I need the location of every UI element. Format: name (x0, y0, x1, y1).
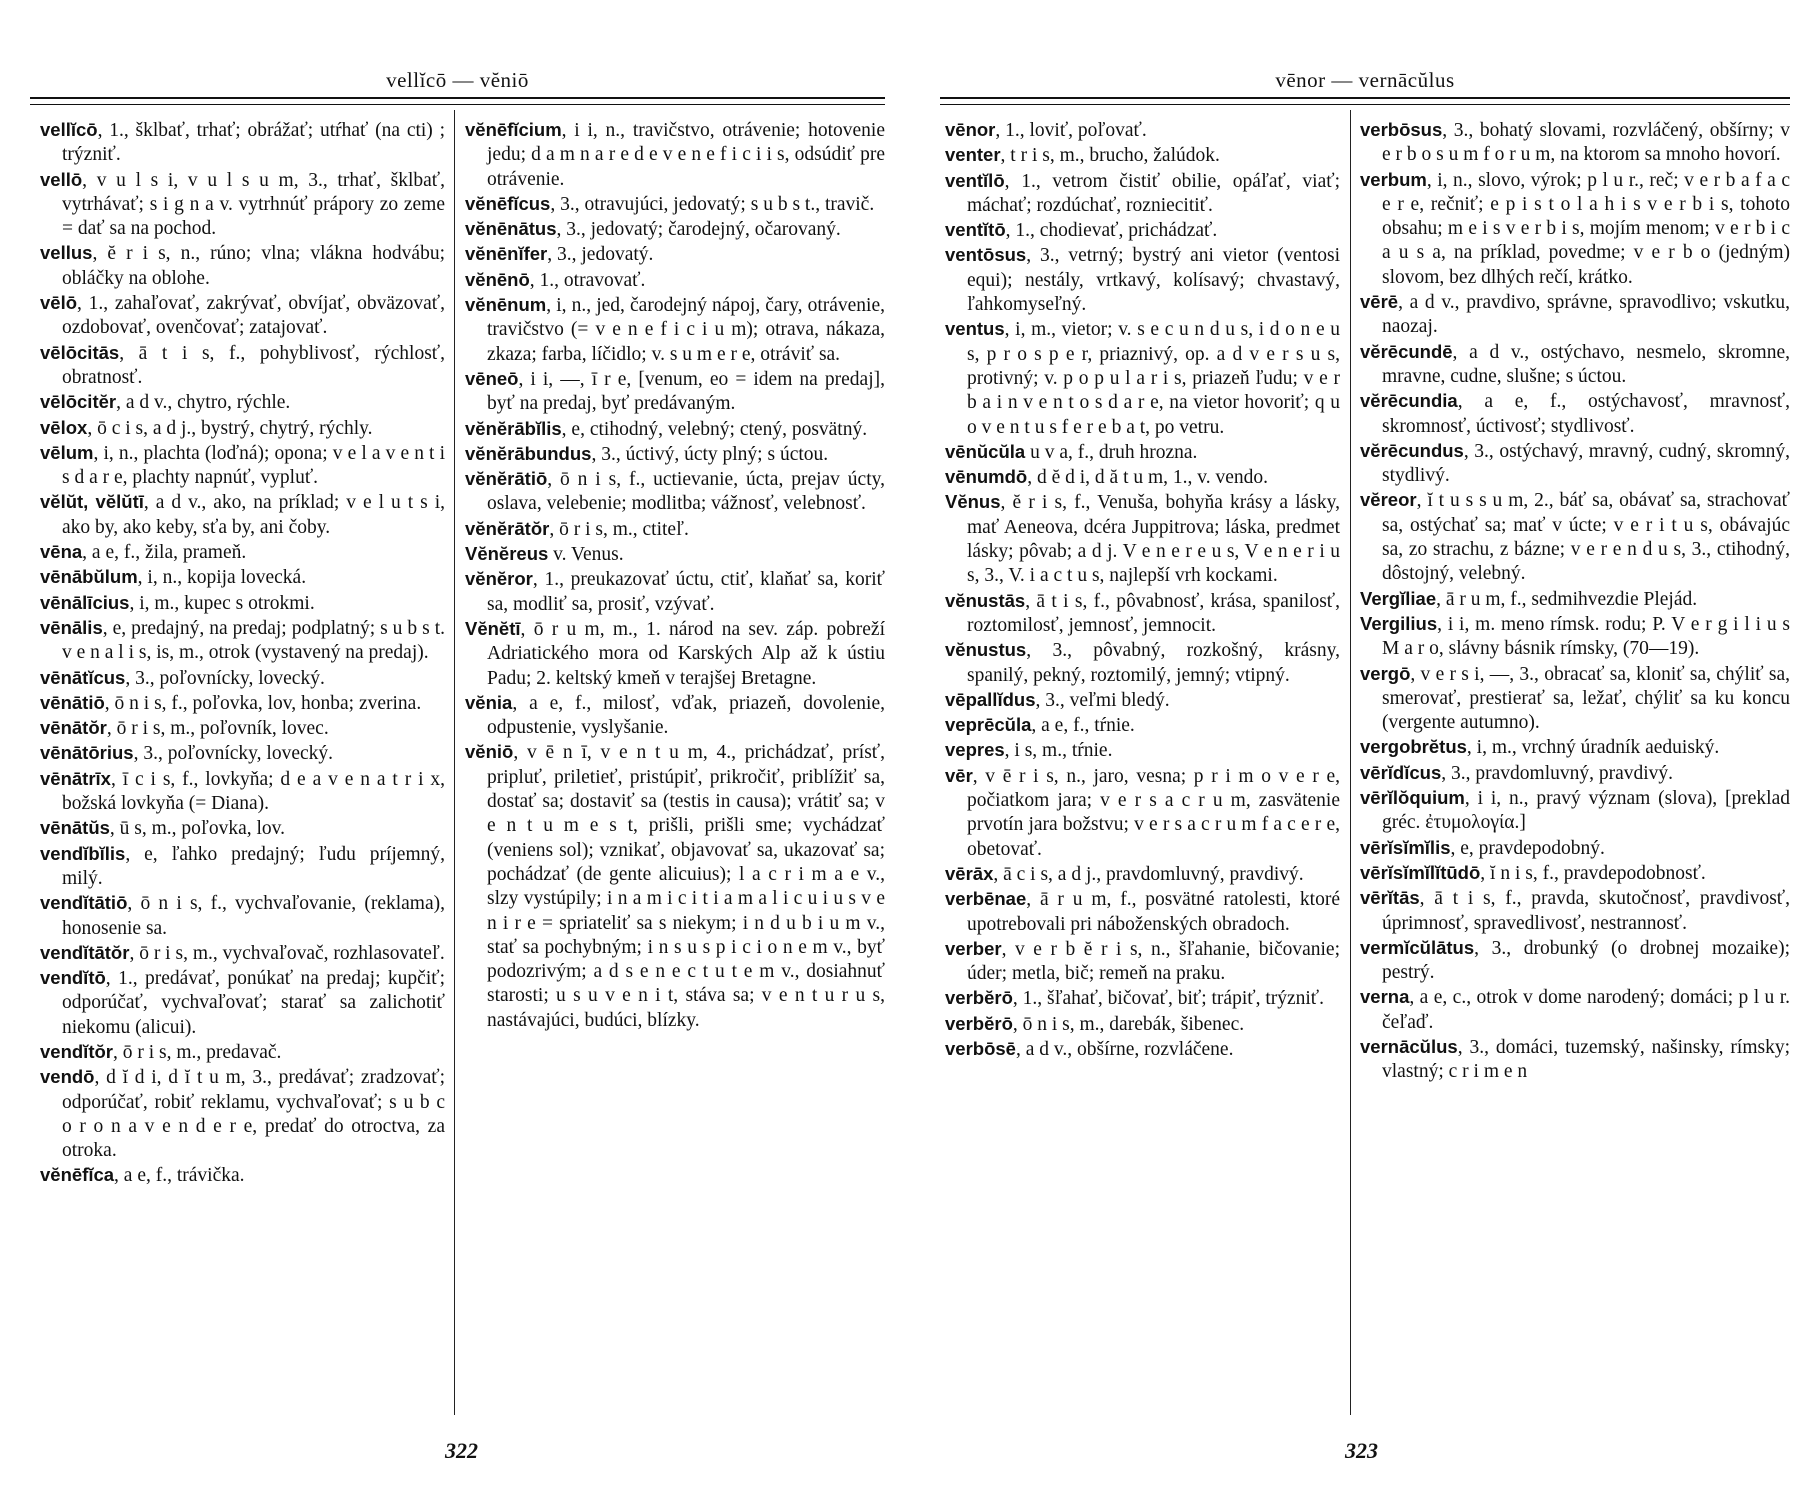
entry-headword: vēr (945, 764, 973, 786)
dictionary-entry (40, 741, 445, 766)
entry-headword: vĕnĕrātiō (465, 468, 548, 490)
entry-headword: vendĭtātiō (40, 892, 128, 914)
page-number: 322 (445, 1438, 478, 1463)
entry-definition: , ō r i s, m., vychvaľovač, rozhlasovateľ. (129, 942, 445, 964)
entry-headword: vēnātŭs (40, 817, 110, 839)
entry-definition: , 1., šľahať, bičovať, biť; trápiť, trýzniť. (1012, 988, 1325, 1010)
dictionary-entry (1360, 389, 1790, 439)
entry-definition: , v ē n ī, v e n t u m, 4., prichádzať, prísť, pripluť, priletieť, pristúpiť, prikročiť, priblížiť sa, dostať sa; dostaviť sa (testis in causa); vrátiť sa; v e n t u m e s t, prišli, prišli sme; vychádzať (veniens sol); vznikať, objavovať sa, ukazovať sa; pochádzať (de gente alicuius); l a c r i m a e v., slzy vystúpily; i n a m i c i t i a m a l i c u i u s v e n i r e = spriateliť sa s niekym; i n d u b i u m v., stať sa pochybným; i n s u s p i c i o n e m v., byť podozrivým; a d s e n e c t u t e m v., dosiahnuť starosti; u s u v e n i t, stáva sa; v e n t u r u s, nastávajúci, budúci, blízky. (487, 742, 885, 1031)
dictionary-entry (945, 986, 1340, 1011)
entry-definition: , ĭ t u s s u m, 2., báť sa, obávať sa, strachovať sa, ostýchať sa; mať v úcte; v e r i t u s, obávajúc sa, zo strachu, z bázne; v e r e n d u s, 3., ctihodný, dôstojný, velebný. (1382, 490, 1790, 585)
entry-headword: vērāx (945, 862, 994, 884)
entry-headword: vēpallĭdus (945, 688, 1036, 710)
entry-definition: , 1., vetrom čistiť obilie, opáľať, viať; máchať; rozdúchať, rozniecitiť. (967, 170, 1340, 216)
entry-headword: vĕnēnō (465, 268, 530, 290)
dictionary-entry (1360, 936, 1790, 986)
entry-headword: ventĭtō (945, 219, 1006, 241)
entry-definition: , ā t i s, f., pravda, skutočnosť, pravdivosť, úprimnosť, spravedlivosť, nestrannosť. (1382, 888, 1790, 934)
entry-headword: vĕnĕrābĭlis (465, 417, 562, 439)
entry-headword: vĕnēnĭfer (465, 243, 548, 265)
entry-definition: , 1., zahaľovať, zakrývať, obvíjať, obväzovať, ozdobovať, ovenčovať; zatajovať. (62, 293, 445, 339)
column-2 (465, 118, 885, 1413)
dictionary-entry (1360, 587, 1790, 612)
dictionary-entry (945, 440, 1340, 465)
entry-definition: , i i, —, ī r e, [venum, eo = idem na predaj], byť na predaj, byť predávaným. (487, 368, 885, 415)
dictionary-entry (945, 143, 1340, 168)
entry-headword: vĕnēfĭcium (465, 119, 562, 140)
dictionary-entry (465, 740, 885, 1033)
entry-definition: , a e, f., ostýchavosť, mravnosť, skromnosť, úctivosť; stydlivosť. (1382, 391, 1790, 437)
dictionary-entry (40, 118, 445, 168)
entry-definition: , 3., bohatý slovami, rozvláčený, obšírny; v e r b o s u m f o r u m, na ktorom sa mnoho hovorí. (1382, 120, 1790, 166)
entry-headword: vergobrĕtus (1360, 736, 1467, 758)
entry-definition: , ō r i s, m., predavač. (112, 1041, 282, 1063)
entry-definition: , e, ľahko predajný; ľudu príjemný, milý. (62, 843, 445, 889)
entry-headword: vēnālīcius (40, 591, 130, 613)
dictionary-entry (40, 565, 445, 590)
entry-definition: , i, n., jed, čarodejný nápoj, čary, otrávenie, travičstvo (= v e n e f i c i u m); otrava, nákaza, zkaza; farba, líčidlo; v. s u m e r e, otráviť sa. (487, 295, 885, 365)
entry-headword: vēnor (945, 119, 996, 140)
entry-definition: , 3., ostýchavý, mravný, cudný, skromný, stydlivý. (1382, 440, 1790, 487)
entry-definition: , v u l s i, v u l s u m, 3., trhať, šklbať, vytrhávať; s i g n a v. vytrhnúť prápory zo zeme = dať sa na pochod. (62, 169, 445, 240)
running-head: vellĭcō — vĕniō (386, 68, 529, 92)
entry-headword: vĕnĕrābundus (465, 442, 592, 464)
entry-definition: , 1., predávať, ponúkať na predaj; kupčiť; odporúčať, vychvaľovať; starať sa zalichotiť niekomu (alicui). (62, 968, 445, 1038)
entry-definition: , v ē r i s, n., jaro, vesna; p r i m o v e r e, počiatkom jara; v e r s a c r u m, zasvätenie prvotín jara božstvu; v e r s a c r u m f a c e r e, obetovať. (967, 765, 1340, 860)
entry-definition: , a e, f., trávička. (114, 1165, 245, 1187)
dictionary-entry (1360, 985, 1790, 1035)
entry-definition: , e, pravdepodobný. (1450, 837, 1605, 859)
entry-headword: vendĭtŏr (40, 1040, 113, 1062)
entry-definition: , 3., poľovnícky, lovecký. (125, 667, 325, 689)
column-divider (454, 110, 455, 1415)
entry-headword: vēneō (465, 367, 519, 389)
entry-definition: , d ĭ d i, d ĭ t u m, 3., predávať; zradzovať; odporúčať, robiť reklamu, vychvaľovať; s u b c o r o n a v e n d e r e, predať do otroctva, za otroka. (62, 1067, 445, 1162)
entry-headword: vĕnustās (945, 589, 1026, 611)
dictionary-entry (40, 716, 445, 741)
entry-headword: vēnātŏr (40, 717, 107, 739)
dictionary-entry (1360, 168, 1790, 290)
dictionary-entry (945, 1012, 1340, 1037)
column-1 (40, 118, 445, 1413)
dictionary-entry (40, 291, 445, 341)
dictionary-entry (945, 887, 1340, 937)
dictionary-entry (1360, 488, 1790, 586)
entry-headword: verber (945, 937, 1002, 959)
entry-headword: vĕnēnum (465, 294, 547, 316)
entry-headword: verbum (1360, 168, 1427, 190)
entry-headword: vellō (40, 168, 83, 190)
entry-headword: vērē (1360, 291, 1399, 313)
entry-definition: , 3., pôvabný, rozkošný, krásny, spanilý, pekný, roztomilý, jemný; vtipný. (967, 640, 1340, 686)
entry-definition: , ĕ r i s, n., rúno; vlna; vlákna hodvábu; obláčky na oblohe. (62, 243, 445, 289)
dictionary-entry (40, 416, 445, 441)
entry-definition: , i, m., vrchný úradník aeduiský. (1466, 737, 1720, 759)
header-rule (940, 97, 1790, 99)
header-rule-thin (940, 104, 1790, 105)
dictionary-entry (1360, 1035, 1790, 1085)
entry-definition: , 3., poľovnícky, lovecký. (133, 743, 334, 765)
entry-definition: , a e, f., milosť, vďak, priazeň, dovolenie, odpustenie, vyslyšanie. (487, 692, 885, 739)
entry-definition: , 3., otravujúci, jedovatý; s u b s t., travič. (550, 193, 875, 215)
entry-definition: , 1., šklbať, trhať; obrážať; utŕhať (na cti) ; trýzniť. (62, 120, 445, 166)
entry-headword: vĕlŭt, vĕlŭtī (40, 491, 144, 513)
dictionary-entry (945, 169, 1340, 219)
entry-headword: vēlum (40, 441, 94, 463)
entry-headword: ventus (945, 318, 1005, 340)
header-rule (30, 97, 885, 99)
entry-headword: verbēnae (945, 888, 1027, 910)
entry-headword: vĕrēcundia (1360, 390, 1458, 412)
entry-definition: , ō n i s, m., darebák, šibenec. (1012, 1013, 1245, 1035)
entry-headword: vēlō (40, 292, 78, 314)
entry-headword: vēnātĭcus (40, 666, 126, 688)
dictionary-entry (945, 317, 1340, 439)
left-page (30, 0, 885, 1500)
entry-headword: vepres (945, 739, 1005, 761)
dictionary-entry (40, 891, 445, 941)
dictionary-entry (945, 490, 1340, 588)
dictionary-entry (40, 441, 445, 491)
entry-headword: vellĭcō (40, 119, 98, 140)
entry-definition: , ū s, m., poľovka, lov. (109, 818, 286, 840)
dictionary-entry (465, 118, 885, 192)
dictionary-entry (1360, 662, 1790, 736)
dictionary-entry (465, 691, 885, 741)
entry-definition: , i i, m. meno rímsk. rodu; P. V e r g i l i u s M a r o, slávny básnik rímsky, (70—19). (1382, 613, 1790, 660)
entry-definition: , ā r u m, f., sedmihvezdie Plejád. (1436, 588, 1698, 610)
entry-headword: vendĭtātŏr (40, 941, 130, 963)
entry-definition: , ā c i s, a d j., pravdomluvný, pravdivý. (993, 863, 1304, 885)
dictionary-entry (465, 567, 885, 617)
entry-headword: vĕnēnātus (465, 218, 557, 240)
entry-definition: , t r i s, m., brucho, žalúdok. (1000, 145, 1220, 167)
dictionary-entry (945, 1037, 1340, 1062)
dictionary-entry (1360, 340, 1790, 390)
entry-headword: vendĭbĭlis (40, 842, 126, 864)
entry-headword: verbĕrō (945, 1012, 1013, 1034)
dictionary-entry (465, 268, 885, 293)
entry-headword: vēnātrīx (40, 767, 111, 789)
dictionary-entry (40, 241, 445, 291)
dictionary-entry (945, 589, 1340, 639)
entry-headword: vēlōcitĕr (40, 391, 117, 413)
entry-headword: vērĭlŏquium (1360, 787, 1465, 809)
entry-definition: , 3., veľmi bledý. (1035, 689, 1170, 711)
entry-headword: vēlox (40, 416, 88, 438)
entry-headword: vendĭtō (40, 967, 106, 989)
entry-headword: ventĭlō (945, 169, 1005, 191)
entry-headword: vēnātiō (40, 691, 105, 713)
header-rule-thin (30, 104, 885, 105)
dictionary-entry (465, 617, 885, 691)
entry-headword: vĕnustus (945, 639, 1027, 661)
entry-definition: , ā t i s, f., pohyblivosť, rýchlosť, obratnosť. (62, 342, 445, 388)
entry-definition: , i, n., slovo, výrok; p l u r., reč; v e r b a f a c e r e, rečniť; e p i s t o l a h i s v e r b i s, tohoto obsahu; m e i s v e r b i s, mojím menom; v e r b i c a u s a, na príklad, povedme; v e r b o (jedným) slovom, bez dlhých rečí, krátko. (1382, 169, 1790, 288)
entry-definition: , e, ctihodný, velebný; ctený, posvätný. (561, 418, 868, 440)
entry-definition: , a d v., ako, na príklad; v e l u t s i, ako by, ako keby, sťa by, ani čoby. (62, 492, 445, 538)
dictionary-entry (40, 390, 445, 415)
right-page (940, 0, 1790, 1500)
column-divider (1350, 110, 1351, 1415)
entry-headword: Vergĭliae (1360, 587, 1437, 609)
dictionary-entry (1360, 290, 1790, 340)
entry-headword: ventōsus (945, 244, 1027, 266)
dictionary-entry (40, 966, 445, 1040)
entry-definition: , i, m., vietor; v. s e c u n d u s, i d o n e u s, p r o s p e r, priaznivý, op. a d v e r s u s, protivný; v. p o p u l a r i s, priazeň ľudu; v e r b a i n v e n t o s d a r e, na vietor hovoriť; q u o v e n t u s f e r e b a t, po vetru. (967, 319, 1340, 438)
entry-definition: , ī c i s, f., lovkyňa; d e a v e n a t r i x, božská lovkyňa (= Diana). (62, 768, 445, 815)
dictionary-entry (945, 764, 1340, 862)
dictionary-entry (40, 842, 445, 892)
dictionary-entry (1360, 761, 1790, 786)
entry-definition: , 1., loviť, poľovať. (995, 120, 1147, 141)
dictionary-entry (945, 713, 1340, 738)
entry-definition: , 3., pravdomluvný, pravdivý. (1441, 762, 1674, 784)
entry-definition: , ō r i s, m., poľovník, lovec. (106, 718, 329, 740)
entry-definition: , ō r u m, m., 1. národ na sev. záp. pobreží Adriatického mora od Karských Alp až k ústiu Padu; 2. keltský kmeň v terajšej Bretagne. (487, 618, 885, 689)
dictionary-entry (465, 542, 885, 567)
dictionary-entry (945, 738, 1340, 763)
entry-definition: , a d v., pravdivo, správne, spravodlivo; vskutku, naozaj. (1382, 292, 1790, 338)
entry-headword: verbōsē (945, 1037, 1016, 1059)
entry-definition: , 1., chodievať, prichádzať. (1005, 220, 1218, 242)
entry-headword: verbĕrō (945, 987, 1013, 1009)
dictionary-entry (945, 638, 1340, 688)
dictionary-entry (945, 937, 1340, 987)
dictionary-entry (465, 217, 885, 242)
dictionary-entry (465, 417, 885, 442)
entry-definition: , ĕ r i s, f., Venuša, bohyňa krásy a lásky, mať Aeneova, dcéra Juppitrova; láska, predmet lásky; pôvab; a d j. V e n e r e u s, V e n e r i u s, 3., V. i a c t u s, najlepší vrh kockami. (967, 492, 1340, 587)
entry-headword: vēna (40, 541, 83, 563)
dictionary-entry (40, 1065, 445, 1163)
entry-headword: verbōsus (1360, 119, 1443, 140)
dictionary-entry (40, 1040, 445, 1065)
entry-headword: vĕreor (1360, 489, 1417, 511)
dictionary-entry (40, 168, 445, 242)
dictionary-entry (1360, 612, 1790, 662)
entry-definition: , a d v., obšírne, rozvláčene. (1015, 1038, 1234, 1060)
entry-definition: , 3., jedovatý. (547, 244, 654, 266)
dictionary-entry (1360, 886, 1790, 936)
dictionary-entry (465, 293, 885, 367)
entry-definition: , ō c i s, a d j., bystrý, chytrý, rýchly. (87, 417, 373, 439)
dictionary-entry (465, 367, 885, 417)
running-head: vēnor — vernācŭlus (1275, 68, 1455, 92)
entry-headword: vellus (40, 242, 93, 264)
entry-definition: , ā r u m, f., posvätné ratolesti, ktoré upotrebovali pri náboženských obradoch. (967, 889, 1340, 935)
entry-headword: vērĭsĭmĭlĭtūdō (1360, 861, 1481, 883)
entry-headword: vĕnĕror (465, 568, 533, 590)
dictionary-entry (40, 816, 445, 841)
entry-headword: Vĕnus (945, 491, 1001, 513)
entry-headword: vērĭtās (1360, 887, 1420, 909)
dictionary-entry (465, 517, 885, 542)
dictionary-entry (40, 341, 445, 391)
entry-definition: , a d v., ostýchavo, nesmelo, skromne, mravne, cudne, slušne; s úctou. (1382, 341, 1790, 387)
entry-definition: , a d v., chytro, rýchle. (116, 392, 291, 414)
entry-headword: vērĭdĭcus (1360, 761, 1442, 783)
entry-headword: Vergilius (1360, 612, 1438, 634)
entry-definition: , v e r s i, —, 3., obracať sa, kloniť sa, chýliť sa, smerovať, prestierať sa, ležať, chýliť sa ku koncu (vergente autumno). (1382, 663, 1790, 734)
entry-definition: , 3., úctivý, úcty plný; s úctou. (591, 443, 829, 465)
entry-definition: , i, n., plachta (loďná); opona; v e l a v e n t i s d a r e, plachty napnúť, vypluť. (62, 442, 445, 489)
entry-definition: , i i, n., pravý význam (slova), [preklad gréc. ἐτυμολογία.] (1382, 788, 1790, 834)
entry-definition: , v e r b ĕ r i s, n., šľahanie, bičovanie; úder; metla, bič; remeň na praku. (967, 938, 1340, 985)
entry-headword: vĕnĕrātŏr (465, 517, 550, 539)
entry-headword: verna (1360, 986, 1410, 1008)
column-2 (1360, 118, 1790, 1413)
dictionary-entry (1360, 861, 1790, 886)
entry-definition: u v a, f., druh hrozna. (1025, 441, 1198, 463)
entry-definition: , ō n i s, f., uctievanie, úcta, prejav úcty, oslava, velebenie; modlitba; vážnosť, velebnosť. (487, 469, 885, 515)
dictionary-entry (1360, 439, 1790, 489)
entry-definition: , e, predajný, na predaj; podplatný; s u b s t. v e n a l i s, is, m., otrok (vystavený na predaj). (62, 617, 445, 664)
entry-headword: vĕnēfĭca (40, 1164, 115, 1186)
entry-headword: vĕrēcundē (1360, 340, 1453, 362)
dictionary-entry (465, 467, 885, 517)
dictionary-entry (465, 192, 885, 217)
entry-headword: veprēcŭla (945, 714, 1032, 736)
dictionary-entry (40, 691, 445, 716)
entry-definition: , a e, f., tŕnie. (1031, 715, 1135, 737)
entry-definition: , 3., vetrný; bystrý ani vietor (ventosi equi); nestály, vrtkavý, kolísavý; chvastavý, ľahkomyseľný. (967, 245, 1340, 316)
dictionary-entry (40, 1163, 445, 1188)
dictionary-entry (40, 767, 445, 817)
dictionary-entry (465, 242, 885, 267)
dictionary-entry (40, 616, 445, 666)
dictionary-entry (40, 941, 445, 966)
entry-headword: vēnābŭlum (40, 566, 138, 588)
dictionary-entry (40, 490, 445, 540)
entry-headword: vĕnēfĭcus (465, 192, 551, 214)
dictionary-entry (1360, 836, 1790, 861)
entry-definition: , ā t i s, f., pôvabnosť, krása, spanilosť, roztomilosť, jemnosť, jemnocit. (967, 590, 1340, 636)
entry-headword: venter (945, 144, 1001, 166)
entry-headword: vĕrēcundus (1360, 439, 1464, 461)
dictionary-entry (945, 243, 1340, 317)
dictionary-entry (40, 540, 445, 565)
entry-headword: vermĭcŭlātus (1360, 936, 1475, 958)
entry-definition: , d ĕ d i, d ă t u m, 1., v. vendo. (1027, 467, 1269, 489)
page-number: 323 (1345, 1438, 1378, 1463)
dictionary-entry (40, 666, 445, 691)
entry-definition: , 3., domáci, tuzemský, našinsky, rímsky; vlastný; c r i m e n (1382, 1036, 1790, 1083)
entry-headword: Vĕnĕreus (465, 543, 549, 565)
entry-headword: vĕniō (465, 741, 514, 763)
dictionary-entry (945, 218, 1340, 243)
entry-headword: vēlōcitās (40, 341, 120, 363)
entry-definition: , 3., jedovatý; čarodejný, očarovaný. (556, 219, 841, 241)
entry-definition: , ō r i s, m., ctiteľ. (549, 518, 689, 540)
entry-headword: vĕnia (465, 691, 513, 713)
entry-definition: , ō n i s, f., poľovka, lov, honba; zverina. (104, 692, 422, 714)
dictionary-entry (1360, 735, 1790, 760)
entry-definition: , 1., otravovať. (529, 269, 646, 291)
entry-definition: , ō n i s, f., vychvaľovanie, (reklama), honosenie sa. (62, 893, 445, 939)
dictionary-entry (1360, 786, 1790, 836)
entry-definition: , a e, f., žila, prameň. (82, 542, 247, 564)
dictionary-entry (945, 118, 1340, 143)
entry-definition: , ĭ n i s, f., pravdepodobnosť. (1480, 862, 1706, 884)
dictionary-entry (1360, 118, 1790, 168)
entry-headword: vēnātōrius (40, 742, 134, 764)
column-1 (945, 118, 1340, 1413)
dictionary-entry (945, 862, 1340, 887)
entry-headword: vēnumdō (945, 466, 1028, 488)
entry-definition: , i, m., kupec s otrokmi. (129, 592, 315, 614)
entry-definition: , i s, m., tŕnie. (1004, 740, 1113, 762)
entry-headword: Vĕnĕtī (465, 617, 521, 639)
entry-definition: , 1., preukazovať úctu, ctiť, klaňať sa, koriť sa, modliť sa, prosiť, vzývať. (487, 569, 885, 615)
dictionary-entry (465, 442, 885, 467)
entry-headword: vernācŭlus (1360, 1035, 1458, 1057)
entry-definition: , a e, c., otrok v dome narodený; domáci; p l u r. čeľaď. (1382, 987, 1790, 1033)
entry-definition: , i, n., kopija lovecká. (137, 567, 307, 589)
dictionary-entry (945, 688, 1340, 713)
dictionary-entry (40, 591, 445, 616)
entry-definition: , 3., drobunký (o drobnej mozaike); pestrý. (1382, 937, 1790, 984)
entry-headword: vendō (40, 1066, 95, 1088)
entry-headword: vēnālis (40, 616, 103, 638)
entry-definition: v. Venus. (548, 544, 624, 566)
entry-headword: vērĭsĭmĭlis (1360, 836, 1451, 858)
entry-headword: vergō (1360, 662, 1411, 684)
dictionary-entry (945, 465, 1340, 490)
entry-headword: vēnŭcŭla (945, 440, 1026, 462)
entry-definition: , i i, n., travičstvo, otrávenie; hotovenie jedu; d a m n a r e d e v e n e f i c i i s, odsúdiť pre otrávenie. (487, 120, 885, 190)
